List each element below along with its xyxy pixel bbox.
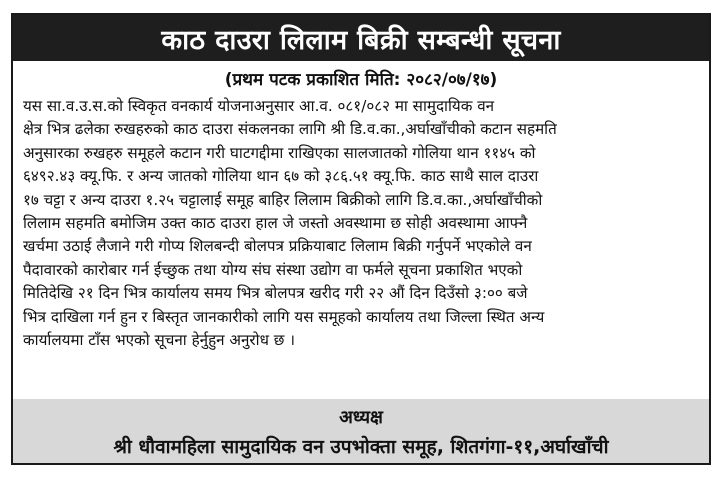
- body-line: कार्यालयमा टाँस भएको सूचना हेर्नुहुन अनुरोध छ ।: [23, 331, 295, 350]
- body-line: ६४९२.४३ क्यू.फि. र अन्य जातको गोलिया थान ६७ को ३८६.५१ क्यू.फि. काठ साथै साल दाउरा: [23, 167, 539, 186]
- body-line: क्षेत्र भित्र ढलेका रुखहरुको काठ दाउरा संकलनका लागि श्री डि.व.का.,अर्घाखाँचीको कटान सहमति: [23, 120, 557, 139]
- body-line: मितिदेखि २१ दिन भित्र कार्यालय समय भित्र बोलपत्र खरीद गरी २२ औं दिन दिउँसो ३:०० बजे: [23, 284, 528, 303]
- body-line: खर्चमा उठाई लैजाने गरी गोप्य शिलबन्दी बोलपत्र प्रक्रियाबाट लिलाम बिक्री गर्नुपर्ने भएकोले वन: [23, 237, 532, 256]
- signature-footer: [13, 399, 709, 463]
- body-line: भित्र दाखिला गर्न हुन र बिस्तृत जानकारीको लागि यस समूहको कार्यालय तथा जिल्ला स्थित अन्य: [23, 307, 545, 326]
- notice-body: [23, 95, 701, 352]
- body-line: १७ चट्टा र अन्य दाउरा १.२५ चट्टालाई समूह बाहिर लिलाम बिक्रीको लागि डि.व.का.,अर्घाखाँचीको: [23, 190, 543, 209]
- body-line: यस सा.व.उ.स.को स्विकृत वनकार्य योजनाअनुसार आ.व. ०८१/०८२ मा सामुदायिक वन: [23, 97, 495, 115]
- body-line: पैदावारको कारोबार गर्न ईच्छुक तथा योग्य संघ संस्था उद्योग वा फर्मले सूचना प्रकाशित भएको: [23, 260, 523, 279]
- body-line: लिलाम सहमति बमोजिम उक्त काठ दाउरा हाल जे जस्तो अवस्थामा छ सोही अवस्थामा आफ्नै: [23, 214, 528, 233]
- notice-box: [11, 13, 711, 465]
- organization-name: श्री धौवामहिला सामुदायिक वन उपभोक्ता समूह, शितगंगा-११,अर्घाखाँची: [113, 436, 609, 458]
- signatory-role: अध्यक्ष: [339, 407, 383, 428]
- notice-title: काठ दाउरा लिलाम बिक्री सम्बन्धी सूचना: [13, 15, 709, 61]
- body-line: अनुसारका रुखहरु समूहले कटान गरी घाटगद्दीमा राखिएका सालजातको गोलिया थान ११४५ को: [23, 143, 536, 162]
- publication-date: (प्रथम पटक प्रकाशित मिति: २०८२/०७/१७): [224, 70, 498, 90]
